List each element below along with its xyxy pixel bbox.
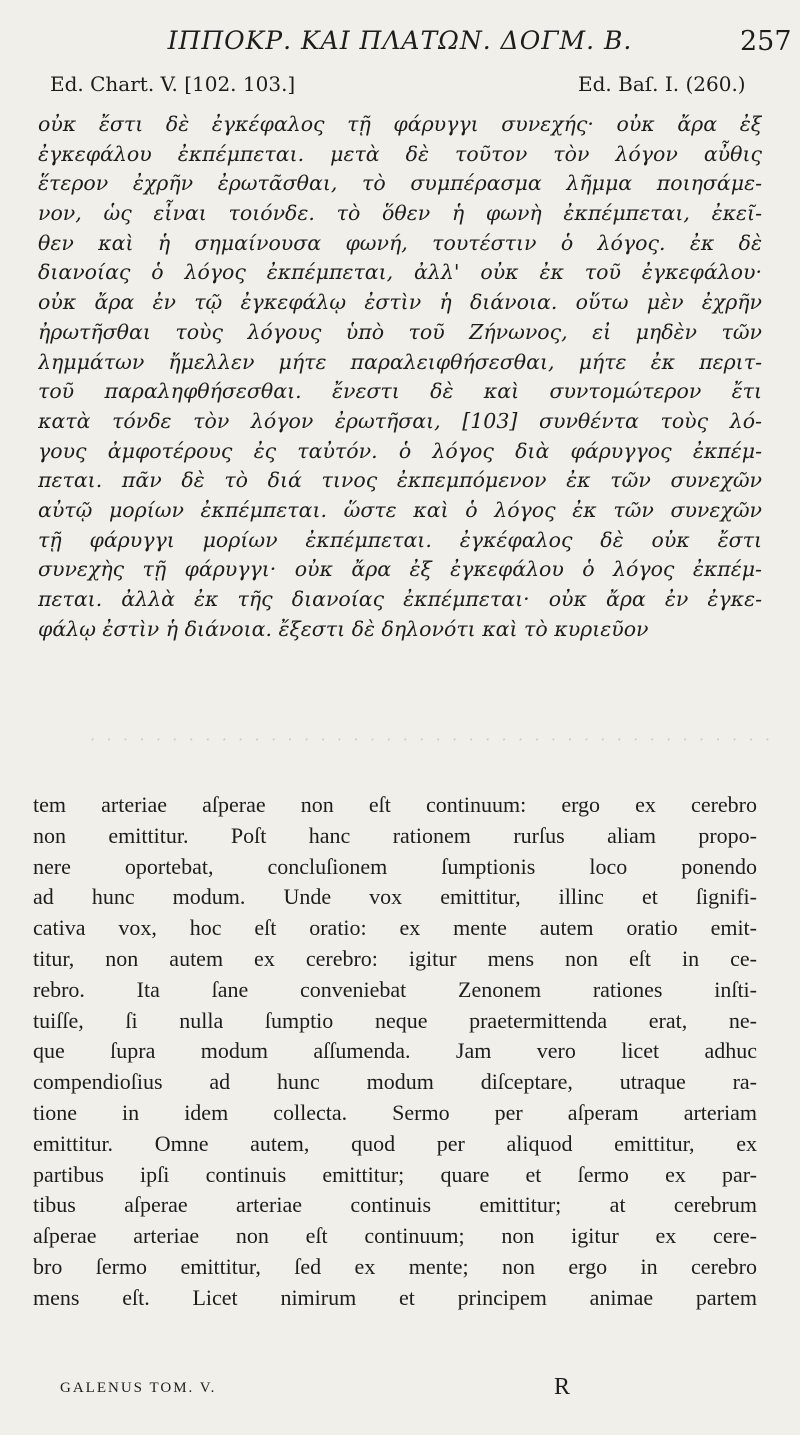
latin-text-line: cativa vox, hoc eſt oratio: ex mente autem oratio emit- [33,915,757,941]
greek-text-line: γους ἀμφοτέρους ἐς ταὐτόν. ὁ λόγος διὰ φάρυγγος ἐκπέμ- [38,438,762,463]
greek-text-line: αὐτῷ μορίων ἐκπέμπεται. ὥστε καὶ ὁ λόγος ἐκ τῶν συνεχῶν [38,497,762,522]
greek-text-line: κατὰ τόνδε τὸν λόγον ἐρωτῆσαι, [103] συνθέντα τοὺς λό- [38,408,762,433]
greek-text-line: ἐγκεφάλου ἐκπέμπεται. μετὰ δὲ τοῦτον τὸν λόγον αὖθις [38,141,762,166]
latin-text-line: mens eſt. Licet nimirum et principem animae partem [33,1284,757,1310]
latin-text-line: partibus ipſi continuis emittitur; quare et ſermo ex par- [33,1161,757,1187]
latin-text-line: compendioſius ad hunc modum diſceptare, utraque ra- [33,1069,757,1095]
greek-text-line: τοῦ παραληφθήσεσθαι. ἔνεστι δὲ καὶ συντομώτερον ἔτι [38,379,762,404]
greek-text-line: πεται. πᾶν δὲ τὸ διά τινος ἐκπεμπόμενον ἐκ τῶν συνεχῶν [38,468,762,493]
latin-text-line: tem arteriae aſperae non eſt continuum: ergo ex cerebro [33,792,757,817]
latin-text-line: emittitur. Omne autem, quod per aliquod emittitur, ex [33,1130,757,1156]
bleed-through-text: · · · · · · · · · · · · · · · · · · · · · · · · · · · · · · · · · · · · · · · · · · [90,730,770,749]
greek-text-line: συνεχὴς τῇ φάρυγγι· οὐκ ἄρα ἐξ ἐγκεφάλου ὁ λόγος ἐκπέμ- [38,557,762,582]
greek-text-line: διανοίας ὁ λόγος ἐκπέμπεται, ἀλλ' οὐκ ἐκ τοῦ ἐγκεφάλου· [38,260,762,285]
latin-text-block [33,790,757,1314]
edition-reference-left: Ed. Chart. V. [102. 103.] [50,72,296,96]
greek-text-line: οὐκ ἄρα ἐν τῷ ἐγκεφάλῳ ἐστὶν ἡ διάνοια. οὕτω μὲν ἐχρῆν [38,290,762,315]
greek-text-line: πεται. ἀλλὰ ἐκ τῆς διανοίας ἐκπέμπεται· οὐκ ἄρα ἐν ἐγκε- [38,587,762,611]
greek-text-line: ἕτερον ἐχρῆν ἐρωτᾶσθαι, τὸ συμπέρασμα λῆμμα ποιησάμε- [38,171,762,196]
page-number: 257 [740,26,792,57]
greek-text-line: θεν καὶ ἡ σημαίνουσα φωνή, τουτέστιν ὁ λόγος. ἐκ δὲ [38,230,762,255]
greek-text-block [38,110,762,644]
latin-text-line: nere oportebat, concluſionem ſumptionis loco ponendo [33,853,757,879]
greek-text-line: νον, ὡς εἶναι τοιόνδε. τὸ ὅθεν ἡ φωνὴ ἐκπέμπεται, ἐκεῖ- [38,201,762,226]
greek-text-line: οὐκ ἔστι δὲ ἐγκέφαλος τῇ φάρυγγι συνεχής· οὐκ ἄρα ἐξ [38,112,762,136]
edition-reference-right: Ed. Baſ. I. (260.) [578,72,746,96]
latin-text-line: ad hunc modum. Unde vox emittitur, illinc et ſignifi- [33,884,757,910]
latin-text-line: tibus aſperae arteriae continuis emittitur; at cerebrum [33,1192,757,1218]
latin-text-line: que ſupra modum aſſumenda. Jam vero licet adhuc [33,1038,757,1064]
latin-text-line: non emittitur. Poſt hanc rationem rurſus aliam propo- [33,822,757,848]
latin-text-line: aſperae arteriae non eſt continuum; non igitur ex cere- [33,1223,757,1249]
latin-text-line: tione in idem collecta. Sermo per aſperam arteriam [33,1099,757,1125]
latin-text-line: rebro. Ita ſane conveniebat Zenonem rationes inſti- [33,976,757,1002]
printer-signature: GALENUS TOM. V. [60,1380,217,1396]
latin-text-line: tuiſſe, ſi nulla ſumptio neque praetermittenda erat, ne- [33,1007,757,1033]
signature-mark: R [554,1374,571,1400]
latin-text-line: titur, non autem ex cerebro: igitur mens non eſt in ce- [33,945,757,971]
greek-text-line: ἠρωτῆσθαι τοὺς λόγους ὑπὸ τοῦ Ζήνωνος, εἰ μηδὲν τῶν [38,319,762,344]
greek-text-line: λημμάτων ἤμελλεν μήτε παραλειφθήσεσθαι, μήτε ἐκ περιτ- [38,349,762,374]
greek-text-line: φάλῳ ἐστὶν ἡ διάνοια. ἔξεστι δὲ δηλονότι καὶ τὸ κυριεῦον [38,616,649,641]
greek-text-line: τῇ φάρυγγι μορίων ἐκπέμπεται. ἐγκέφαλος δὲ οὐκ ἔστι [38,527,762,552]
running-head-title: ΙΠΠΟΚΡ. ΚΑΙ ΠΛΑΤΩΝ. ΔΟΓΜ. Β. [167,26,633,55]
latin-text-line: bro ſermo emittitur, ſed ex mente; non ergo in cerebro [33,1253,757,1279]
